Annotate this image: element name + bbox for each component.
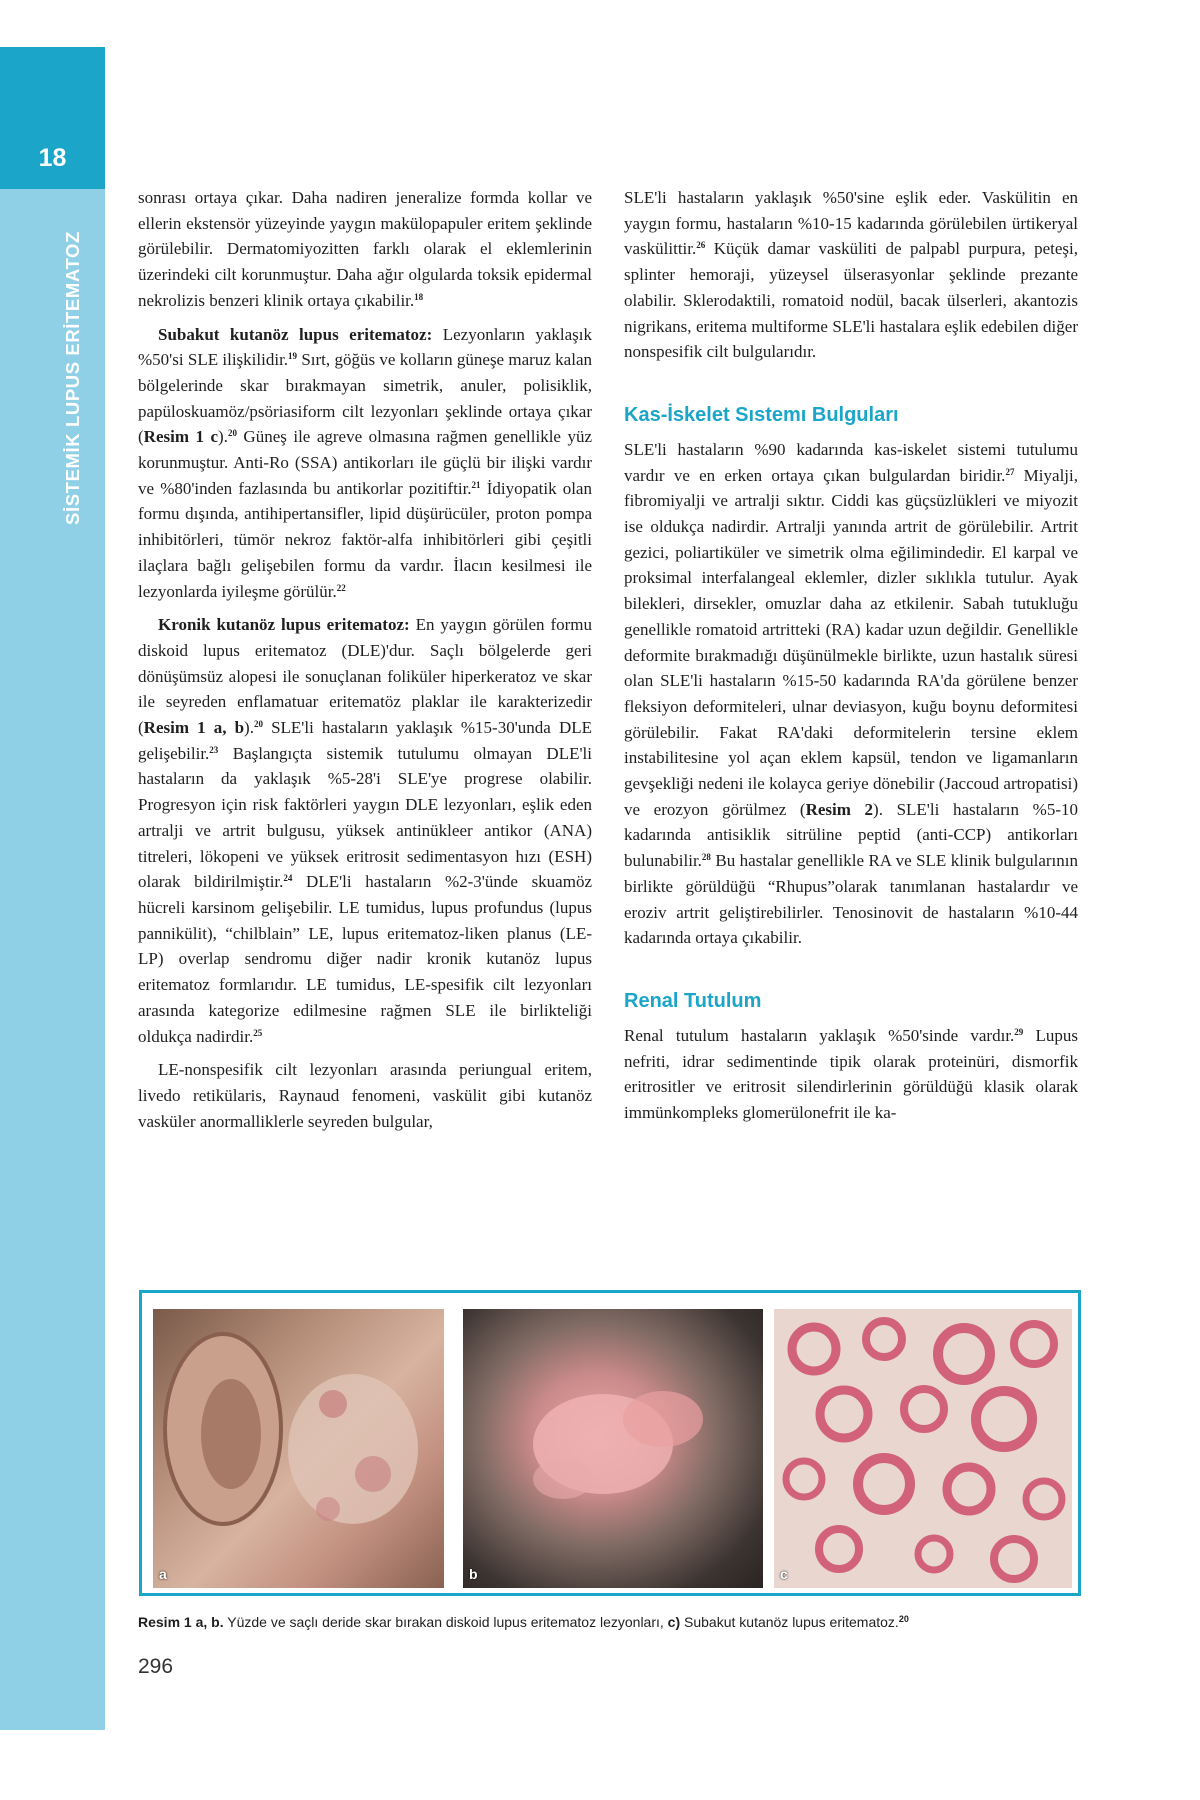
photo-label-b: b: [469, 1566, 478, 1582]
figure-caption: Resim 1 a, b. Yüzde ve saçlı deride skar bırakan diskoid lupus eritematoz lezyonları, c) Subakut kutanöz lupus eritematoz.$^{20}$: [138, 1614, 909, 1630]
paragraph: Kronik kutanöz lupus eritematoz: En yaygın görülen formu diskoid lupus eritematoz (DLE)'dur. Saçlı bölgelerde geri dönüşümsüz alopesi ile sonuçlanan foliküler hiperkeratoz ve skar ile seyreden enflamatuar eritematöz plaklar ile karakterizedir (Resim 1 a, b).$^{20}$ SLE'li hastaların yaklaşık %15-30'unda DLE gelişebilir.$^{23}$ Başlangıçta sistemik tutulumu olmayan DLE'li hastaların da yaklaşık %5-28'i SLE'ye progrese olabilir. Progresyon için risk faktörleri yaygın DLE lezyonları, eşlik eden artralji ve artrit bulgusu, yüksek antinükleer antikor (ANA) titreleri, lökopeni ve yüksek eritrosit sedimentasyon hızı (ESH) olarak bildirilmiştir.$^{24}$ DLE'li hastaların %2-3'ünde skuamöz hücreli karsinom gelişebilir. LE tumidus, lupus profundus (lupus pannikülit), “chilblain” LE, lupus eritematoz-liken planus (LE-LP) overlap sendromu diğer nadir kronik kutanöz lupus eritematoz formlarıdır. LE tumidus, LE-spesifik cilt lezyonları arasında kategorize edilmesine rağmen SLE ile birlikteliği oldukça nadirdir.$^{25}$: [138, 615, 593, 1046]
paragraph: SLE'li hastaların %90 kadarında kas-iskelet sistemi tutulumu vardır ve en erken ortaya çıkan bulgulardan biridir.$^{27}$ Miyalji, fibromiyalji ve artralji sıktır. Ciddi kas güçsüzlükleri ve miyozit ise oldukça nadirdir. Artralji yanında artrit de görülebilir. Artrit gezici, poliartiküler ve simetrik olma eğilimindedir. El karpal ve proksimal interfalangeal eklemler, dizler sıklıkla tutulur. Ayak bilekleri, dirsekler, omuzlar daha az etkilenir. Sabah tutukluğu genellikle romatoid artritteki (RA) kadar uzun değildir. Genellikle deformite bırakmadığı düşünülmekle birlikte, uzun hastalık süresi olan SLE'li hastaların %15-50 kadarında RA'da görülene benzer fleksiyon deformiteleri, ulnar deviasyon, kuğu boynu deformitesi görülebilir. Fakat RA'daki deformitelerin tersine eklem instabilitesine yol açan eklem kapsül, tendon ve ligamanların gevşekliği nedeni ile kolayca geriye dönebilir (Jaccoud artropatisi) ve erozyon görülmez (Resim 2). SLE'li hastaların %5-10 kadarında antisiklik sitrüline peptid (anti-CCP) antikorları bulunabilir.$^{28}$ Bu hastalar genellikle RA ve SLE klinik bulgularının birlikte görüldüğü “Rhupus”olarak tanımlanan hastalardır ve eroziv artrit geliştirebilirler. Tenosinovit de hastaların %10-44 kadarında ortaya çıkabilir.: [624, 439, 1078, 948]
section-heading-renal: Renal Tutulum: [624, 989, 762, 1012]
scalp-illustration: [463, 1309, 763, 1588]
figure-frame: [139, 1290, 1081, 1596]
paragraph: Renal tutulum hastaların yaklaşık %50'sinde vardır.$^{29}$ Lupus nefriti, idrar sedimentinde tipik olarak proteinüri, dismorfik eritrositler ve eritrosit silendirlerinin görüldüğü klasik olarak immünkompleks glomerülonefrit ile ka-: [624, 1025, 1078, 1123]
paragraph: SLE'li hastaların yaklaşık %50'sine eşlik eder. Vaskülitin en yaygın formu, hastaların %10-15 kadarında görülebilen ürtikeryal vaskülittir.$^{26}$ Küçük damar vasküliti de palpabl purpura, peteşi, splinter hemoraji, yüzeysel ülserasyonlar şeklinde prezante olabilir. Sklerodaktili, romatoid nodül, bacak ülserleri, akantozis nigrikans, eritema multiforme SLE'li hastalara eşlik edebilen diğer nonspesifik cilt bulgularıdır.: [624, 188, 1078, 362]
left-column: [138, 185, 592, 1142]
photo-label-c: c: [780, 1566, 788, 1582]
photo-ear-dle: [153, 1309, 444, 1588]
photo-label-a: a: [159, 1566, 167, 1582]
paragraph: sonrası ortaya çıkar. Daha nadiren jeneralize formda kollar ve ellerin ekstensör yüzeyinde yaygın makülopapuler eritem şeklinde görülebilir. Dermatomiyozitten farklı olarak el eklemlerinin üzerindeki cilt korunmuştur. Daha ağır olgularda toksik epidermal nekrolizis benzeri klinik ortaya çıkabilir.$^{18}$: [138, 188, 592, 310]
paragraph: LE-nonspesifik cilt lezyonları arasında periungual eritem, livedo retikülaris, Raynaud fenomeni, vaskülit gibi kutanöz vasküler anormalliklerle seyreden bulgular,: [138, 1060, 592, 1131]
chapter-number: 18: [38, 144, 67, 172]
page-number: 296: [138, 1655, 174, 1678]
section-heading-musculoskeletal: Kas-İskelet Sıstemı Bulguları: [624, 403, 899, 426]
chapter-title-vertical: SİSTEMİK LUPUS ERİTEMATOZ: [62, 231, 83, 525]
back-lesions-illustration: [774, 1309, 1072, 1588]
photo-back-scle: [774, 1309, 1072, 1588]
right-column: [624, 185, 1078, 1134]
photo-scalp-dle: [463, 1309, 763, 1588]
paragraph: Subakut kutanöz lupus eritematoz: Lezyonların yaklaşık %50'si SLE ilişkilidir.$^{19}$ Sırt, göğüs ve kolların güneşe maruz kalan bölgelerinde skar bırakmayan simetrik, anuler, polisiklik, papüloskuamöz/psöriasiform cilt lezyonları şeklinde ortaya çıkar (Resim 1 c).$^{20}$ Güneş ile agreve olmasına rağmen genellikle yüz korunmuştur. Anti-Ro (SSA) antikorları ile güçlü bir ilişki vardır ve %80'inden fazlasında bu antikorlar pozitiftir.$^{21}$ İdiyopatik olan formu dışında, antihipertansifler, lipid düşürücüler, proton pompa inhibitörleri, tümör nekroz faktör-alfa inhibitörleri gibi çeşitli ilaçlara bağlı gelişebilen formu da vardır. İlacın kesilmesi ile lezyonlarda iyileşme görülür.$^{22}$: [138, 324, 592, 601]
ear-illustration: [153, 1309, 444, 1588]
